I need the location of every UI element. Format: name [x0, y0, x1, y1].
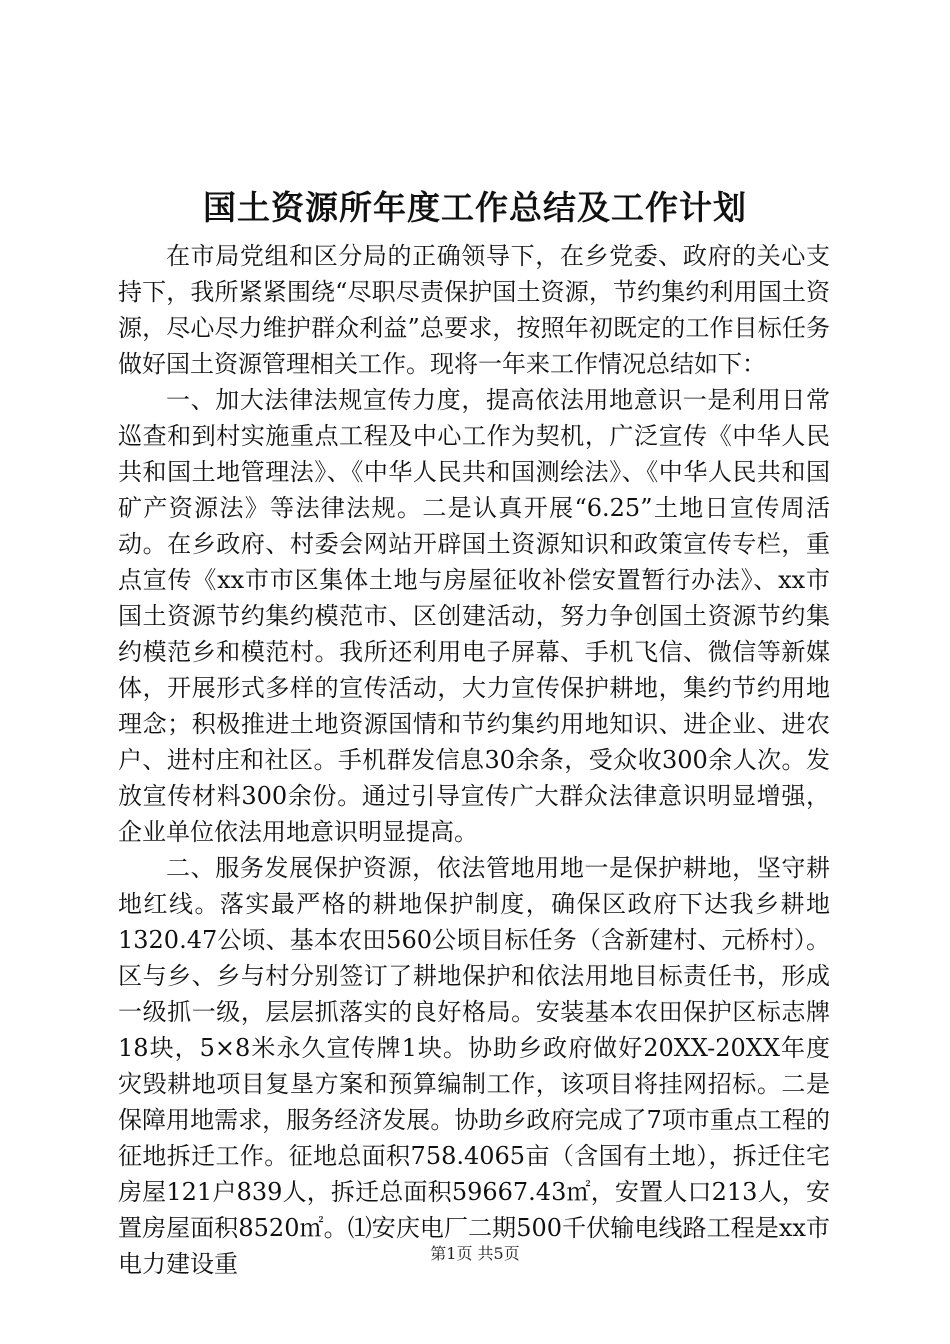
paragraph-section-2: 二、服务发展保护资源，依法管地用地一是保护耕地，坚守耕地红线。落实最严格的耕地保护制度，确保区政府下达我乡耕地1320.47公顷、基本农田560公顷目标任务（含新建村、元桥村）。区与乡、乡与村分别签订了耕地保护和依法用地目标责任书，形成一级抓一级，层层抓落实的良好格局。安装基本农田保护区标志牌18块，5×8米永久宣传牌1块。协助乡政府做好20XX-20XX年度灾毁耕地项目复垦方案和预算编制工作，该项目将挂网招标。二是保障用地需求，服务经济发展。协助乡政府完成了7项市重点工程的征地拆迁工作。征地总面积758.4065亩（含国有土地），拆迁住宅房屋121户839人，拆迁总面积59667.43㎡，安置人口213人，安置房屋面积8520㎡。⑴安庆电厂二期500千伏输电线路工程是xx市电力建设重 [118, 854, 830, 1278]
paragraph-section-1: 一、加大法律法规宣传力度，提高依法用地意识一是利用日常巡查和到村实施重点工程及中心工作为契机，广泛宣传《中华人民共和国土地管理法》、《中华人民共和国测绘法》、《中华人民共和国矿产资源法》等法律法规。二是认真开展“6.25”土地日宣传周活动。在乡政府、村委会网站开辟国土资源知识和政策宣传专栏，重点宣传《xx市市区集体土地与房屋征收补偿安置暂行办法》、xx市国土资源节约集约模范市、区创建活动，努力争创国土资源节约集约模范乡和模范村。我所还利用电子屏幕、手机飞信、微信等新媒体，开展形式多样的宣传活动，大力宣传保护耕地，集约节约用地理念；积极推进土地资源国情和节约集约用地知识、进企业、进农户、进村庄和社区。手机群发信息30余条，受众收300余人次。发放宣传材料300余份。通过引导宣传广大群众法律意识明显增强，企业单位依法用地意识明显提高。 [118, 386, 830, 846]
document-body [118, 238, 830, 1282]
paragraph-intro: 在市局党组和区分局的正确领导下，在乡党委、政府的关心支持下，我所紧紧围绕“尽职尽责保护国土资源，节约集约利用国土资源，尽心尽力维护群众利益”总要求，按照年初既定的工作目标任务做好国土资源管理相关工作。现将一年来工作情况总结如下： [118, 242, 830, 378]
document-title: 国土资源所年度工作总结及工作计划 [203, 188, 747, 227]
page-footer: 第1页 共5页 [430, 1244, 520, 1263]
